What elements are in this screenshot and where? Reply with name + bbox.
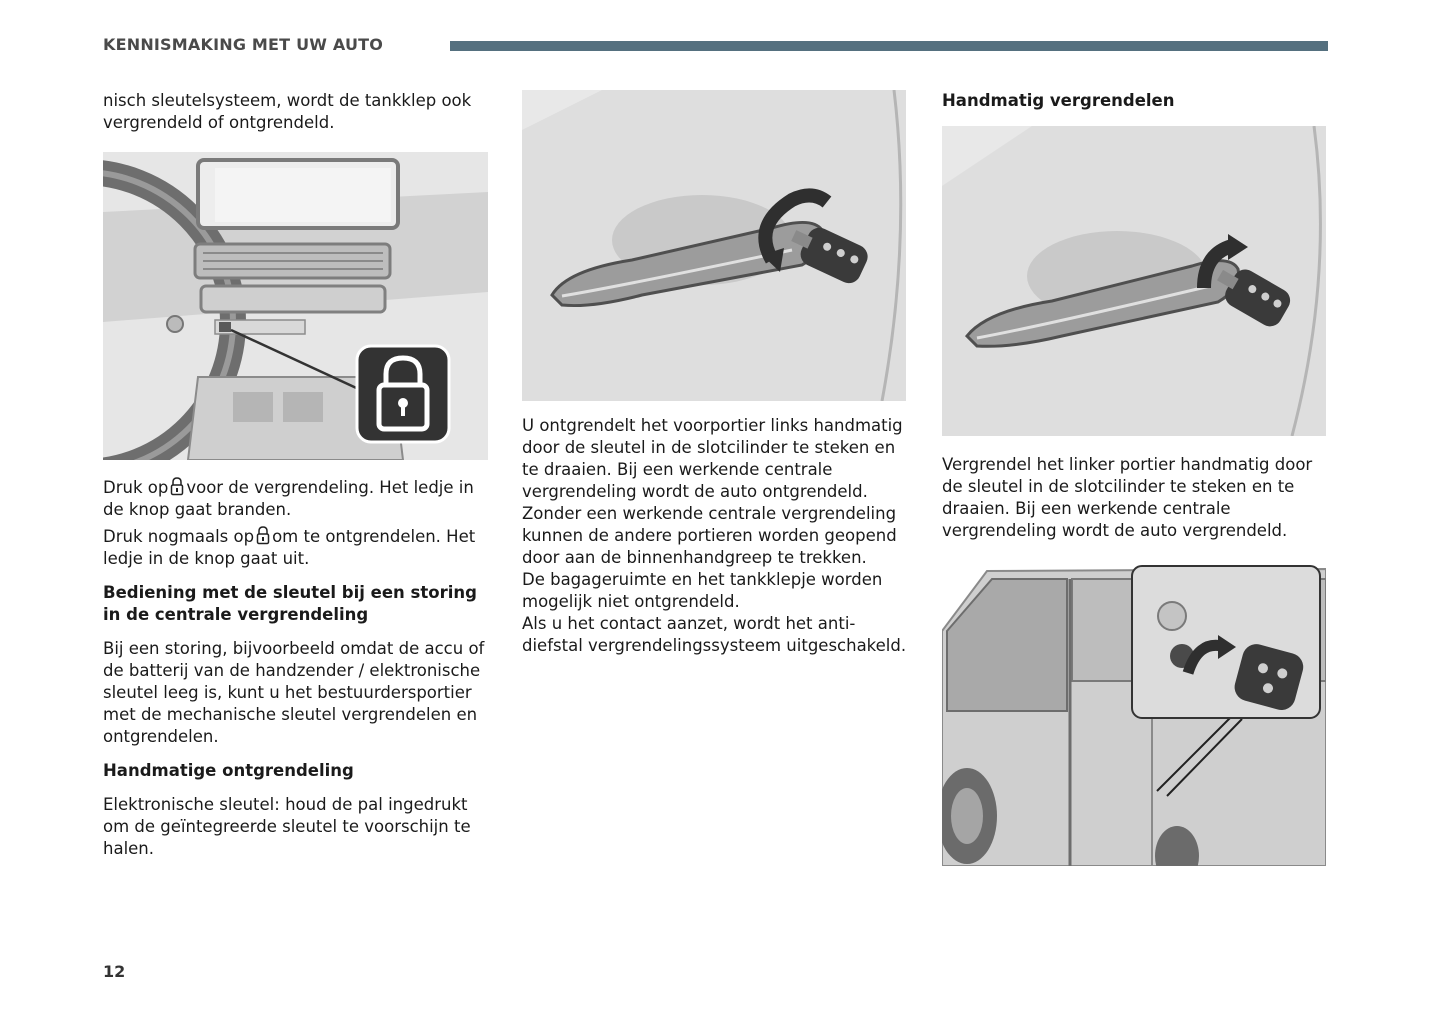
header-accent-bar [450,41,1328,51]
unlock-para-3: De bagageruimte en het tankklepje worden mogelijk niet ontgrendeld. [522,570,883,611]
unlock-para-2: Zonder een werkende centrale vergrendeling kunnen de andere portieren worden geopend door aan de binnenhandgreep te trekken. [522,504,897,567]
lock-text-b: voor de vergrendeling. Het ledje in de knop gaat branden. [103,478,474,519]
heading-failure: Bediening met de sleutel bij een storing in de centrale vergrendeling [103,583,477,624]
lock-text-a: Druk op [103,478,169,497]
van-key-cylinder-illustration [942,561,1326,866]
door-handle-lock-illustration [942,126,1326,436]
unlock-para-4: Als u het contact aanzet, wordt het anti-diefstal vergrendelingssysteem uitgeschakeld. [522,614,907,655]
page-number: 12 [103,962,126,981]
dashboard-lock-button-illustration [103,152,488,460]
heading-manual-unlock: Handmatige ontgrendeling [103,761,354,780]
heading-manual-lock: Handmatig vergrendelen [942,91,1175,110]
small-lock-icon [256,525,270,545]
small-lock-icon [170,476,184,496]
door-handle-unlock-illustration [522,90,906,401]
header-title: KENNISMAKING MET UW AUTO [103,35,384,54]
unlock-instructions [103,525,495,570]
lock-para: Vergrendel het linker portier handmatig door de sleutel in de slotcilinder te steken en te draaien. Bij een werkende centrale vergrendeling wordt de auto vergrendeld. [942,455,1313,540]
unlock-text-b: om te ontgrendelen. Het ledje in de knop gaat uit. [103,527,476,568]
column-1 [103,90,495,860]
manual-unlock-text: Elektronische sleutel: houd de pal ingedrukt om de geïntegreerde sleutel te voorschijn te halen. [103,795,471,858]
column-3 [942,90,1334,866]
lock-instructions [103,476,495,521]
column-2 [522,90,914,657]
intro-text: nisch sleutelsysteem, wordt de tankklep ook vergrendeld of ontgrendeld. [103,91,472,132]
failure-text: Bij een storing, bijvoorbeeld omdat de accu of de batterij van de handzender / elektronische sleutel leeg is, kunt u het bestuurdersportier met de mechanische sleutel vergrendelen en ontgrendelen. [103,639,485,746]
unlock-para-1: U ontgrendelt het voorportier links handmatig door de sleutel in de slotcilinder te steken en te draaien. Bij een werkende centrale vergrendeling wordt de auto ontgrendeld. [522,416,903,501]
unlock-text-a: Druk nogmaals op [103,527,255,546]
